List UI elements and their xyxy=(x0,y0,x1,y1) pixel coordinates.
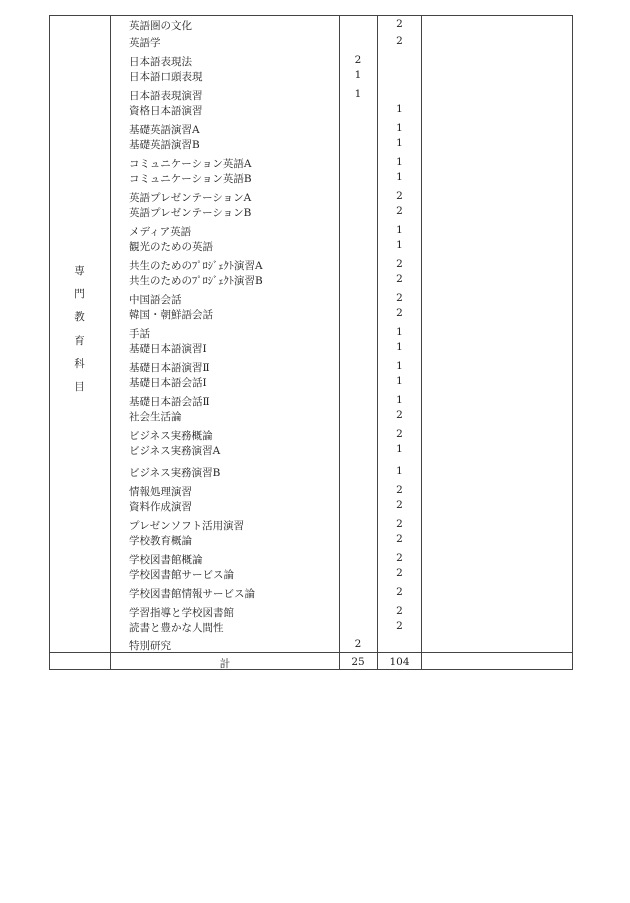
course-name: メディア英語 xyxy=(129,226,192,238)
course-name: 資格日本語演習 xyxy=(129,105,203,117)
table-row xyxy=(49,16,573,32)
table-row xyxy=(49,135,573,151)
course-name: 学校図書館概論 xyxy=(129,554,203,566)
credit-col2: 2 xyxy=(396,484,403,496)
course-name: 共生のためのﾌﾟﾛｼﾞｪｸﾄ演習B xyxy=(129,275,263,287)
course-name: 手話 xyxy=(129,328,150,340)
table-row xyxy=(49,101,573,117)
table-row xyxy=(49,305,573,321)
course-name: 韓国・朝鮮語会話 xyxy=(129,309,213,321)
credit-col2: 2 xyxy=(396,409,403,421)
credit-col2: 2 xyxy=(396,190,403,202)
course-name: 資料作成演習 xyxy=(129,501,192,513)
credit-col2: 2 xyxy=(396,273,403,285)
table-row xyxy=(49,271,573,287)
course-name: プレゼンソフト活用演習 xyxy=(129,520,245,532)
course-name: 情報処理演習 xyxy=(129,486,192,498)
table-row xyxy=(49,482,573,498)
credit-col2: 1 xyxy=(396,156,403,168)
credit-col2: 2 xyxy=(396,605,403,617)
table-row xyxy=(49,237,573,253)
table-row xyxy=(49,52,573,68)
table-row xyxy=(49,203,573,219)
table-row xyxy=(49,188,573,204)
credit-col2: 1 xyxy=(396,171,403,183)
course-name: 学習指導と学校図書館 xyxy=(129,607,234,619)
course-name: 英語圏の文化 xyxy=(129,20,192,32)
table-row xyxy=(49,531,573,547)
credit-col2: 2 xyxy=(396,499,403,511)
course-name: ビジネス実務演習B xyxy=(129,467,221,479)
credit-col2: 2 xyxy=(396,205,403,217)
table-row xyxy=(49,565,573,581)
course-name: 特別研究 xyxy=(129,640,171,652)
course-name: 日本語表現演習 xyxy=(129,90,203,102)
course-name: ビジネス実務演習A xyxy=(129,445,221,457)
course-name: コミュニケーション英語B xyxy=(129,173,252,185)
course-name: 社会生活論 xyxy=(129,411,182,423)
credit-col2: 1 xyxy=(396,122,403,134)
table-row xyxy=(49,516,573,532)
table-row xyxy=(49,67,573,83)
credit-col2: 2 xyxy=(396,292,403,304)
total-row xyxy=(49,653,573,670)
table-row xyxy=(49,618,573,634)
course-name: 日本語口頭表現 xyxy=(129,71,203,83)
credit-col2: 1 xyxy=(396,465,403,477)
course-name: 観光のための英語 xyxy=(129,241,213,253)
credit-col2: 2 xyxy=(396,258,403,270)
table-row xyxy=(49,550,573,566)
curriculum-table xyxy=(49,15,573,670)
table-row xyxy=(49,33,573,49)
table-row xyxy=(49,463,573,479)
credit-col2: 2 xyxy=(396,533,403,545)
table-row xyxy=(49,373,573,389)
credit-col2: 1 xyxy=(396,375,403,387)
credit-col2: 1 xyxy=(396,443,403,455)
table-row xyxy=(49,86,573,102)
course-name: 基礎日本語会話Ⅱ xyxy=(129,396,210,408)
table-row xyxy=(49,169,573,185)
category-char: 門 xyxy=(74,288,85,301)
course-name: 基礎日本語会話Ⅰ xyxy=(129,377,207,389)
credit-col2: 1 xyxy=(396,103,403,115)
course-name: 中国語会話 xyxy=(129,294,182,306)
course-name: 学校教育概論 xyxy=(129,535,192,547)
credit-col2: 1 xyxy=(396,326,403,338)
total-col1: 25 xyxy=(351,656,365,668)
course-name: 日本語表現法 xyxy=(129,56,192,68)
course-name: 英語学 xyxy=(129,37,161,49)
credit-col2: 2 xyxy=(396,567,403,579)
table-row xyxy=(49,603,573,619)
table-row xyxy=(49,324,573,340)
category-char: 科 xyxy=(74,357,85,370)
table-row xyxy=(49,497,573,513)
course-name: 英語プレゼンテーションB xyxy=(129,207,252,219)
total-label: 計 xyxy=(219,658,231,670)
course-name: コミュニケーション英語A xyxy=(129,158,252,170)
table-row xyxy=(49,120,573,136)
credit-col1: 1 xyxy=(354,69,362,81)
course-name: 基礎日本語演習Ⅱ xyxy=(129,362,210,374)
category-char: 教 xyxy=(74,311,85,324)
credit-col2: 2 xyxy=(396,586,403,598)
credit-col2: 2 xyxy=(396,307,403,319)
table-row xyxy=(49,339,573,355)
course-name: 学校図書館情報サービス論 xyxy=(129,588,255,600)
course-name: 学校図書館サービス論 xyxy=(129,569,234,581)
course-name: 共生のためのﾌﾟﾛｼﾞｪｸﾄ演習A xyxy=(129,260,263,272)
credit-col2: 1 xyxy=(396,224,403,236)
table-row xyxy=(49,392,573,408)
credit-col2: 1 xyxy=(396,394,403,406)
course-name: 英語プレゼンテーションA xyxy=(129,192,252,204)
table-row xyxy=(49,154,573,170)
category-char: 専 xyxy=(74,265,85,277)
table-row xyxy=(49,358,573,374)
credit-col2: 1 xyxy=(396,137,403,149)
table-row xyxy=(49,290,573,306)
credit-col2: 2 xyxy=(396,518,403,530)
table-row xyxy=(49,636,573,652)
table-row xyxy=(49,222,573,238)
table-row xyxy=(49,584,573,600)
credit-col2: 2 xyxy=(396,552,403,564)
course-name: ビジネス実務概論 xyxy=(129,430,213,442)
credit-col1: 2 xyxy=(354,638,362,650)
credit-col2: 2 xyxy=(396,35,403,47)
credit-col2: 1 xyxy=(396,360,403,372)
table-row xyxy=(49,426,573,442)
category-char: 目 xyxy=(74,381,85,394)
credit-col1: 1 xyxy=(354,88,362,100)
course-name: 基礎日本語演習Ⅰ xyxy=(129,343,207,355)
total-col2: 104 xyxy=(389,656,410,668)
table-row xyxy=(49,441,573,457)
course-name: 基礎英語演習A xyxy=(129,124,200,136)
course-name: 読書と豊かな人間性 xyxy=(129,622,224,634)
credit-col2: 1 xyxy=(396,341,403,353)
credit-col2: 2 xyxy=(396,620,403,632)
credit-col1: 2 xyxy=(354,54,362,66)
course-name: 基礎英語演習B xyxy=(129,139,200,151)
table-row xyxy=(49,256,573,272)
credit-col2: 1 xyxy=(396,239,403,251)
credit-col2: 2 xyxy=(396,18,403,30)
credit-col2: 2 xyxy=(396,428,403,440)
category-char: 育 xyxy=(74,334,85,347)
table-row xyxy=(49,407,573,423)
